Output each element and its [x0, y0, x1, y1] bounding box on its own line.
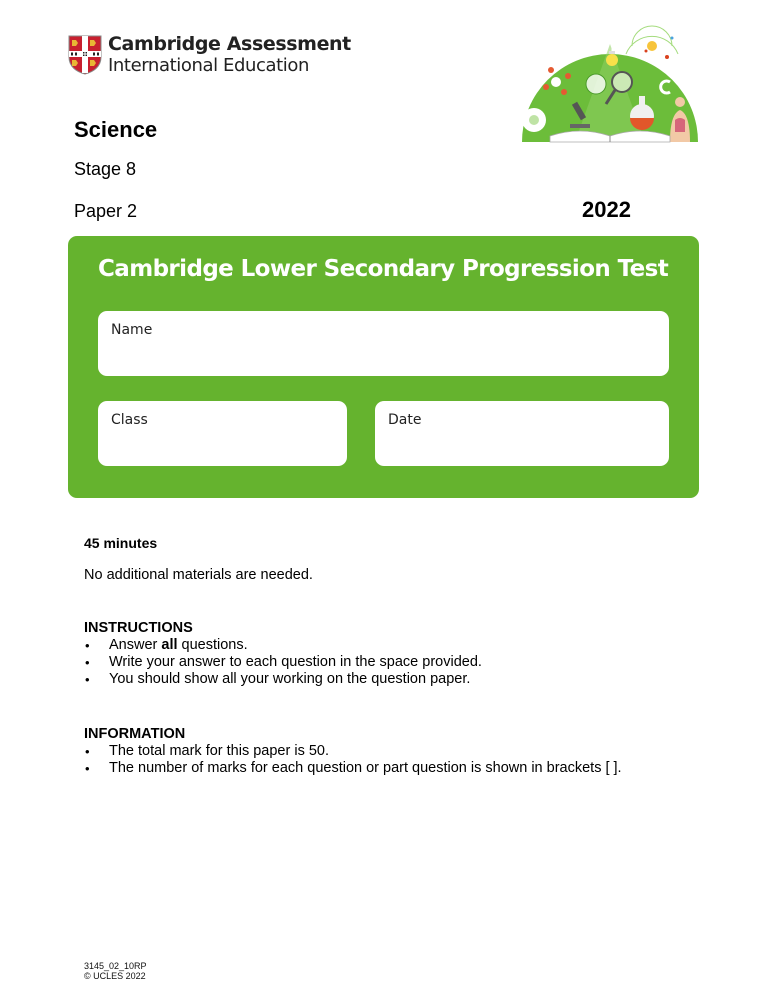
subject-title: Science [74, 117, 158, 142]
banner-title: Cambridge Lower Secondary Progression Test [98, 256, 669, 282]
stage-label: Stage 8 [74, 159, 137, 179]
name-field-label: Name [111, 322, 153, 338]
instruction-emphasis: all [161, 637, 178, 653]
instructions-heading: INSTRUCTIONS [84, 620, 193, 636]
test-banner [68, 236, 699, 498]
instruction-item [84, 637, 482, 654]
information-item: • The number of marks for each question or part question is shown in brackets [ ]. [84, 760, 622, 777]
logo-line-2: International Education [108, 55, 310, 76]
science-illustration-icon [520, 24, 700, 144]
footer [84, 961, 147, 981]
instruction-text: questions. [177, 637, 248, 653]
instruction-item: • Write your answer to each question in the space provided. [84, 654, 482, 671]
information-section [84, 726, 622, 777]
name-field[interactable] [98, 311, 669, 376]
paper-label: Paper 2 [74, 201, 138, 221]
logo-line-1: Cambridge Assessment [108, 33, 351, 55]
instruction-item: • You should show all your working on the question paper. [84, 671, 482, 688]
information-item: • The total mark for this paper is 50. [84, 743, 622, 760]
class-field[interactable] [98, 401, 347, 466]
class-field-label: Class [111, 412, 148, 428]
exam-duration: 45 minutes [84, 535, 158, 551]
instruction-text: Answer [109, 637, 162, 653]
materials-note: No additional materials are needed. [84, 567, 313, 583]
cambridge-logo [68, 34, 351, 76]
instructions-section [84, 620, 482, 688]
information-heading: INFORMATION [84, 726, 186, 742]
exam-year: 2022 [582, 197, 631, 222]
date-field-label: Date [388, 412, 422, 428]
paper-code: 3145_02_10RP [84, 961, 147, 971]
copyright: © UCLES 2022 [84, 971, 146, 981]
university-crest-icon [68, 35, 102, 75]
date-field[interactable] [375, 401, 669, 466]
